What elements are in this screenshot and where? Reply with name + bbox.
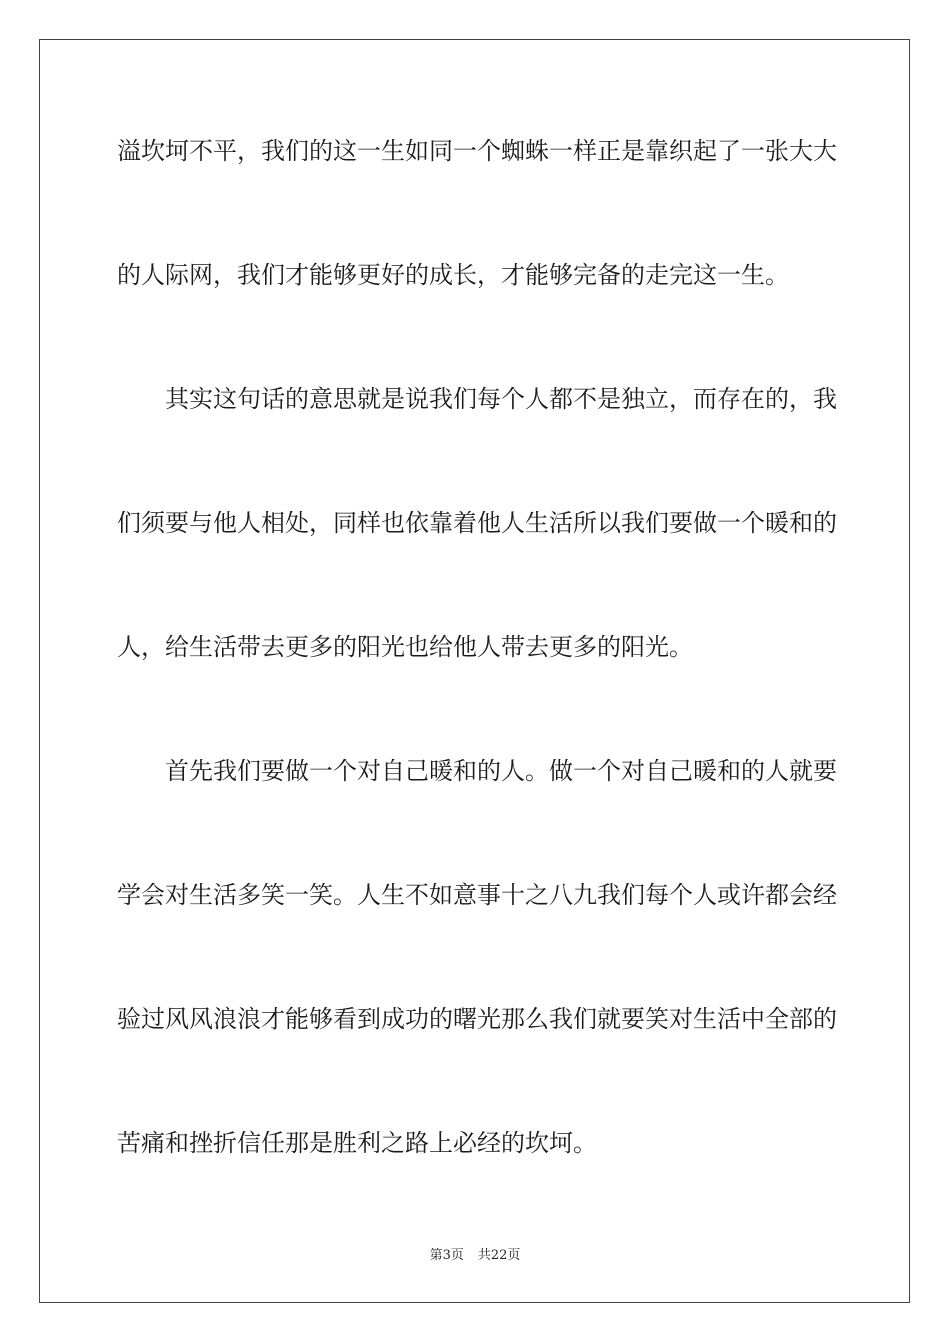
page-footer bbox=[0, 1247, 950, 1265]
text-line-7: 学会对生活多笑一笑。人生不如意事十之八九我们每个人或许都会经 bbox=[117, 881, 837, 909]
text-line-1: 溢坎坷不平，我们的这一生如同一个蜘蛛一样正是靠织起了一张大大 bbox=[117, 137, 837, 165]
text-line-9: 苦痛和挫折信任那是胜利之路上必经的坎坷。 bbox=[117, 1129, 597, 1157]
text-line-2: 的人际网，我们才能够更好的成长，才能够完备的走完这一生。 bbox=[117, 261, 789, 289]
page-border bbox=[39, 39, 910, 1303]
page-total: 共22页 bbox=[477, 1248, 521, 1263]
page-number: 第3页 bbox=[429, 1248, 464, 1263]
text-line-3: 其实这句话的意思就是说我们每个人都不是独立，而存在的，我 bbox=[165, 385, 837, 413]
text-line-8: 验过风风浪浪才能够看到成功的曙光那么我们就要笑对生活中全部的 bbox=[117, 1005, 837, 1033]
text-line-6: 首先我们要做一个对自己暖和的人。做一个对自己暖和的人就要 bbox=[165, 757, 837, 785]
text-line-5: 人，给生活带去更多的阳光也给他人带去更多的阳光。 bbox=[117, 633, 693, 661]
text-line-4: 们须要与他人相处，同样也依靠着他人生活所以我们要做一个暖和的 bbox=[117, 509, 837, 537]
